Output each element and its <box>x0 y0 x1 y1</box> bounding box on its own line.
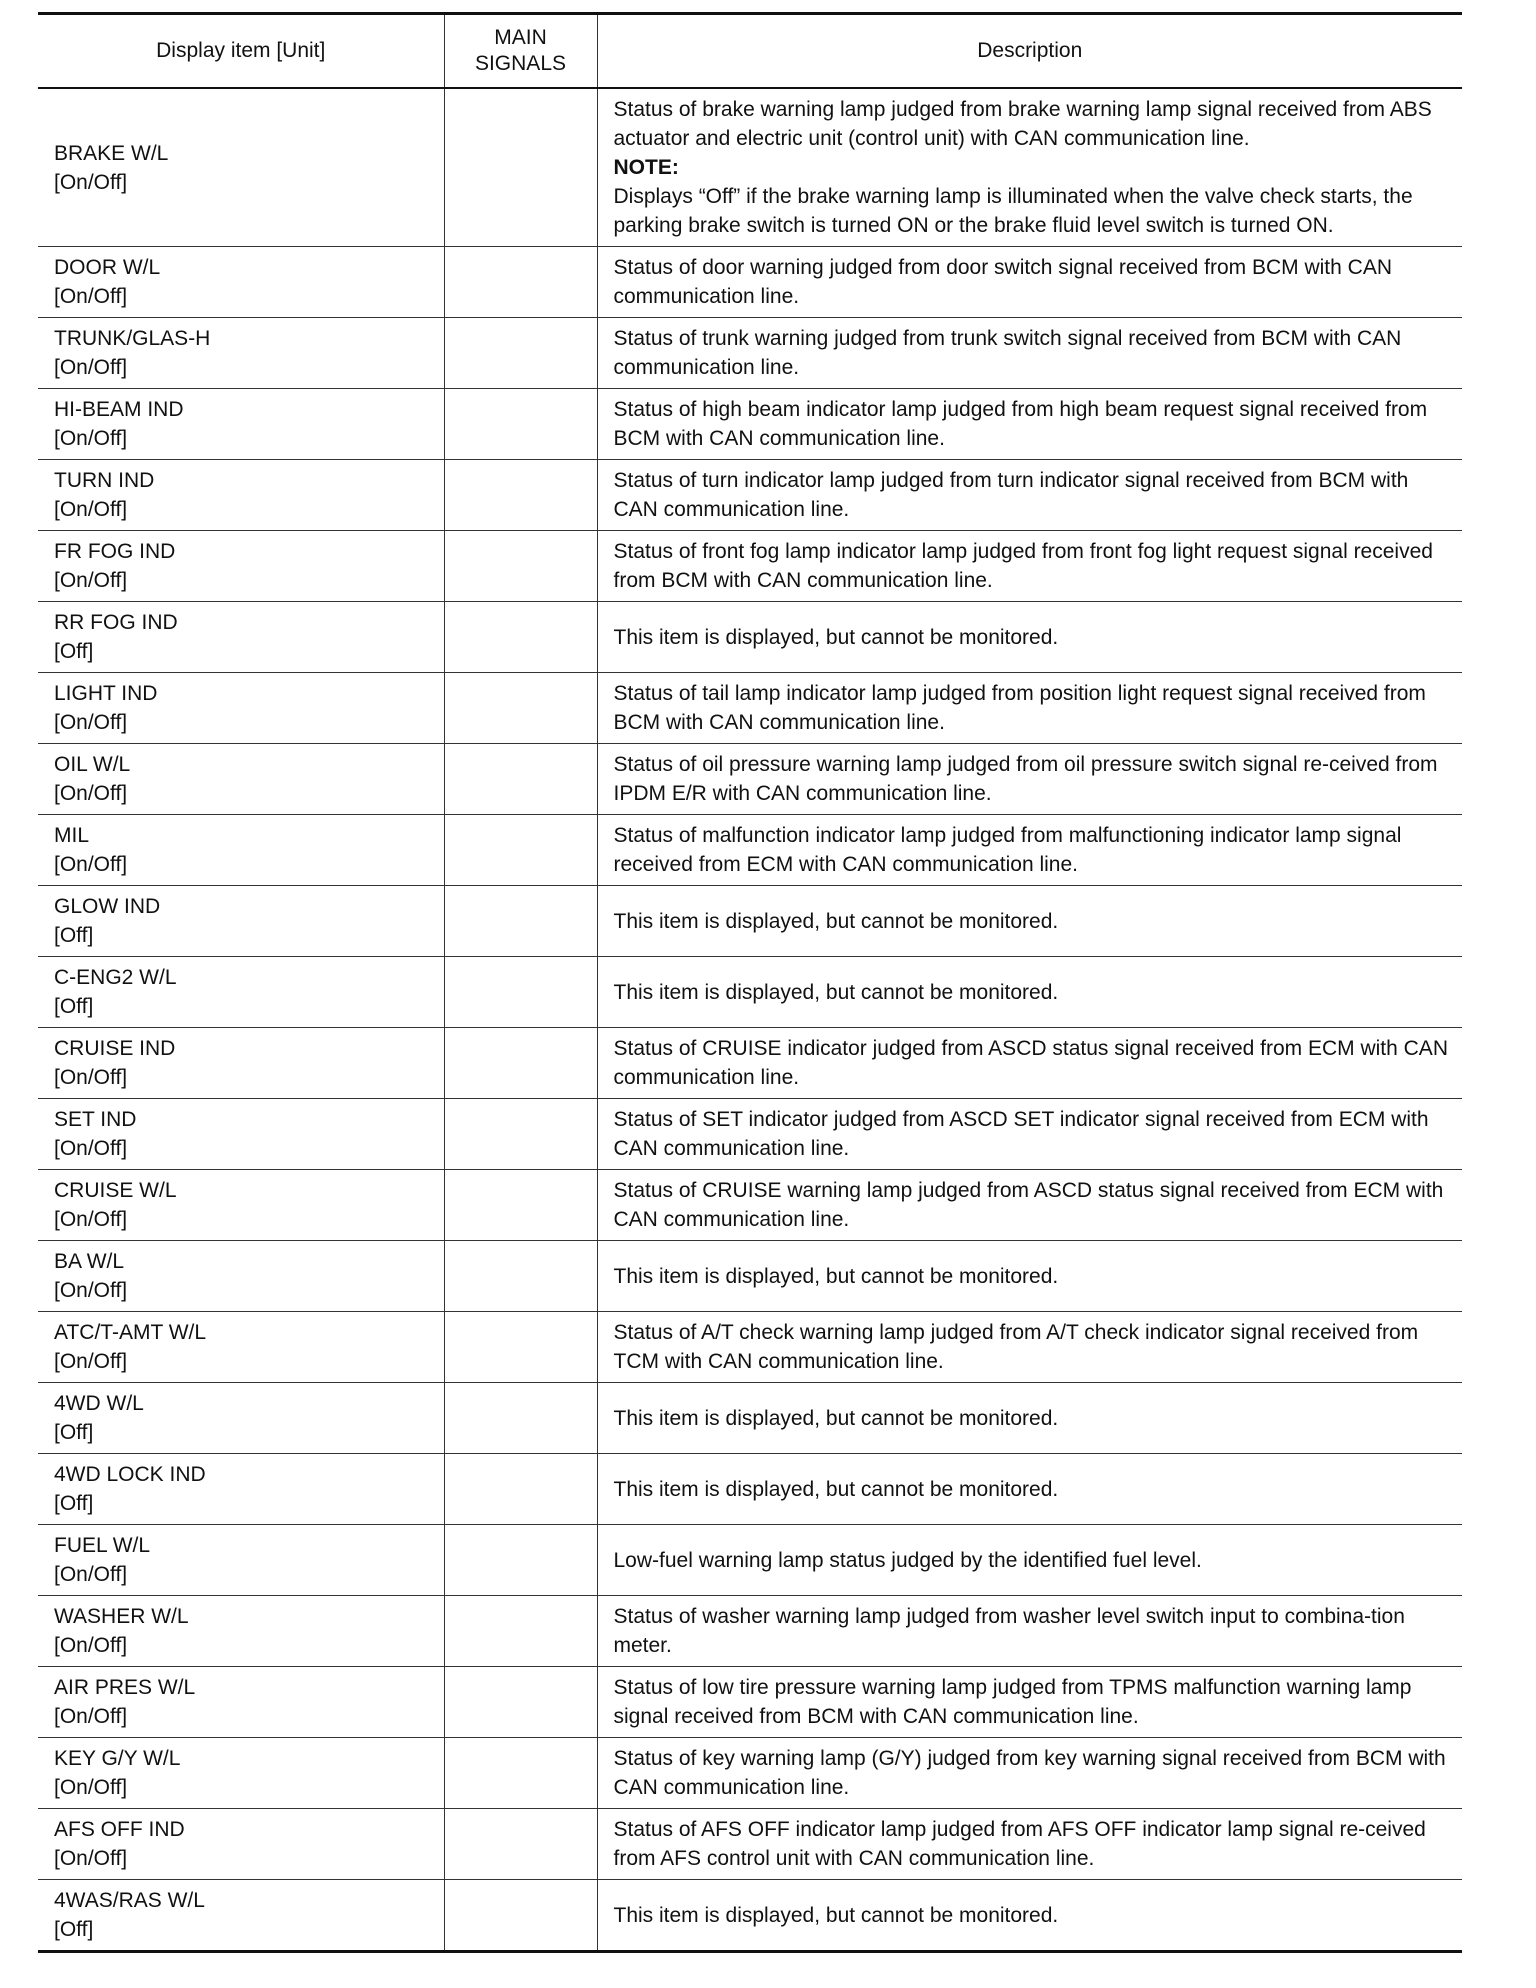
display-item-name: HI-BEAM IND <box>54 398 184 421</box>
description-cell <box>597 247 1462 318</box>
description-cell <box>597 744 1462 815</box>
display-item-unit: [On/Off] <box>54 853 128 876</box>
description-cell <box>597 602 1462 673</box>
data-monitor-table-container <box>38 12 1462 1953</box>
header-description: Description <box>597 14 1462 89</box>
description-text: Status of CRUISE warning lamp judged from ASCD status signal received from ECM with CAN communication line. <box>613 1179 1444 1231</box>
description-cell <box>597 1383 1462 1454</box>
description-text: This item is displayed, but cannot be monitored. <box>613 980 1059 1004</box>
header-main-signals-line2: SIGNALS <box>474 52 567 75</box>
header-main-signals <box>444 14 597 89</box>
description-text: This item is displayed, but cannot be monitored. <box>613 625 1059 649</box>
main-signals-cell <box>444 247 597 318</box>
description-text: Status of oil pressure warning lamp judged from oil pressure switch signal re-ceived from IPDM E/R with CAN communication line. <box>613 753 1438 805</box>
display-item-unit: [Off] <box>54 1492 94 1515</box>
description-text: Status of A/T check warning lamp judged from A/T check indicator signal received from TCM with CAN communication line. <box>613 1321 1419 1373</box>
display-item-unit: [On/Off] <box>54 356 128 379</box>
description-cell <box>597 389 1462 460</box>
display-item-unit: [On/Off] <box>54 1350 128 1373</box>
description-cell <box>597 1738 1462 1809</box>
display-item-unit: [On/Off] <box>54 1634 128 1657</box>
description-cell <box>597 1809 1462 1880</box>
display-item-cell <box>38 1809 444 1880</box>
display-item-cell <box>38 1099 444 1170</box>
display-item-cell <box>38 389 444 460</box>
display-item-cell <box>38 318 444 389</box>
description-cell <box>597 460 1462 531</box>
display-item-name: AIR PRES W/L <box>54 1676 196 1699</box>
main-signals-cell <box>444 389 597 460</box>
display-item-unit: [On/Off] <box>54 1563 128 1586</box>
display-item-name: CRUISE IND <box>54 1037 176 1060</box>
table-row <box>38 318 1462 389</box>
header-row <box>38 14 1462 89</box>
description-text: Status of low tire pressure warning lamp judged from TPMS malfunction warning lamp signal received from BCM with CAN communication line. <box>613 1676 1412 1728</box>
description-cell <box>597 1099 1462 1170</box>
table-body <box>38 88 1462 1952</box>
display-item-cell <box>38 1880 444 1952</box>
display-item-cell <box>38 1667 444 1738</box>
table-row <box>38 957 1462 1028</box>
header-main-signals-line1: MAIN <box>494 26 547 49</box>
main-signals-cell <box>444 1170 597 1241</box>
description-text: Status of AFS OFF indicator lamp judged from AFS OFF indicator lamp signal re-ceived from AFS control unit with CAN communication line. <box>613 1818 1426 1870</box>
display-item-cell <box>38 815 444 886</box>
description-text: This item is displayed, but cannot be monitored. <box>613 1903 1059 1927</box>
table-row <box>38 815 1462 886</box>
main-signals-cell <box>444 1099 597 1170</box>
table-row <box>38 1738 1462 1809</box>
table-row <box>38 673 1462 744</box>
table-row <box>38 1312 1462 1383</box>
display-item-name: 4WAS/RAS W/L <box>54 1889 205 1912</box>
main-signals-cell <box>444 1667 597 1738</box>
main-signals-cell <box>444 1028 597 1099</box>
data-monitor-table <box>38 12 1462 1953</box>
description-text: Status of CRUISE indicator judged from ASCD status signal received from ECM with CAN communication line. <box>613 1037 1448 1089</box>
table-row <box>38 1880 1462 1952</box>
description-cell <box>597 1028 1462 1099</box>
display-item-unit: [On/Off] <box>54 170 128 194</box>
display-item-name: AFS OFF IND <box>54 1818 185 1841</box>
table-row <box>38 460 1462 531</box>
description-cell <box>597 1170 1462 1241</box>
display-item-name: RR FOG IND <box>54 611 178 634</box>
display-item-cell <box>38 1525 444 1596</box>
main-signals-cell <box>444 531 597 602</box>
display-item-cell <box>38 673 444 744</box>
table-header <box>38 14 1462 89</box>
display-item-unit: [On/Off] <box>54 1137 128 1160</box>
table-row <box>38 1028 1462 1099</box>
description-cell <box>597 318 1462 389</box>
description-text: Status of front fog lamp indicator lamp judged from front fog light request signal received from BCM with CAN communication line. <box>613 540 1433 592</box>
main-signals-cell <box>444 957 597 1028</box>
display-item-cell <box>38 1383 444 1454</box>
description-text: Status of SET indicator judged from ASCD SET indicator signal received from ECM with CAN communication line. <box>613 1108 1429 1160</box>
table-row <box>38 1667 1462 1738</box>
description-cell <box>597 957 1462 1028</box>
table-row <box>38 1241 1462 1312</box>
table-row <box>38 744 1462 815</box>
display-item-name: GLOW IND <box>54 895 161 918</box>
display-item-unit: [On/Off] <box>54 711 128 734</box>
display-item-name: BRAKE W/L <box>54 141 169 165</box>
display-item-unit: [On/Off] <box>54 782 128 805</box>
main-signals-cell <box>444 1383 597 1454</box>
description-text: Status of trunk warning judged from trunk switch signal received from BCM with CAN communication line. <box>613 327 1402 379</box>
display-item-name: KEY G/Y W/L <box>54 1747 181 1770</box>
main-signals-cell <box>444 1312 597 1383</box>
display-item-unit: [Off] <box>54 640 94 663</box>
display-item-name: WASHER W/L <box>54 1605 189 1628</box>
display-item-cell <box>38 1596 444 1667</box>
description-cell <box>597 673 1462 744</box>
display-item-cell <box>38 957 444 1028</box>
display-item-unit: [On/Off] <box>54 1705 128 1728</box>
table-row <box>38 88 1462 247</box>
table-row <box>38 1170 1462 1241</box>
main-signals-cell <box>444 673 597 744</box>
display-item-unit: [On/Off] <box>54 498 128 521</box>
display-item-name: MIL <box>54 824 90 847</box>
display-item-unit: [On/Off] <box>54 427 128 450</box>
display-item-unit: [Off] <box>54 1421 94 1444</box>
display-item-unit: [On/Off] <box>54 1847 128 1870</box>
description-cell <box>597 1596 1462 1667</box>
description-text: This item is displayed, but cannot be monitored. <box>613 1406 1059 1430</box>
display-item-name: DOOR W/L <box>54 256 161 279</box>
display-item-name: CRUISE W/L <box>54 1179 177 1202</box>
display-item-cell <box>38 460 444 531</box>
display-item-unit: [On/Off] <box>54 1776 128 1799</box>
display-item-cell <box>38 1738 444 1809</box>
display-item-name: SET IND <box>54 1108 137 1131</box>
table-row <box>38 531 1462 602</box>
main-signals-cell <box>444 1241 597 1312</box>
description-cell <box>597 1880 1462 1952</box>
table-row <box>38 247 1462 318</box>
display-item-name: TURN IND <box>54 469 155 492</box>
display-item-unit: [Off] <box>54 1918 94 1941</box>
display-item-name: TRUNK/GLAS-H <box>54 327 211 350</box>
display-item-unit: [On/Off] <box>54 285 128 308</box>
display-item-unit: [On/Off] <box>54 569 128 592</box>
main-signals-cell <box>444 1596 597 1667</box>
display-item-cell <box>38 1241 444 1312</box>
main-signals-cell <box>444 815 597 886</box>
main-signals-cell <box>444 1525 597 1596</box>
description-cell <box>597 1312 1462 1383</box>
main-signals-cell <box>444 1809 597 1880</box>
main-signals-cell <box>444 1738 597 1809</box>
display-item-name: C-ENG2 W/L <box>54 966 177 989</box>
display-item-unit: [On/Off] <box>54 1208 128 1231</box>
description-text: This item is displayed, but cannot be monitored. <box>613 909 1059 933</box>
display-item-name: OIL W/L <box>54 753 131 776</box>
description-text: Status of tail lamp indicator lamp judged from position light request signal received from BCM with CAN communication line. <box>613 682 1426 734</box>
display-item-cell <box>38 744 444 815</box>
description-text: Status of high beam indicator lamp judged from high beam request signal received from BCM with CAN communication line. <box>613 398 1428 450</box>
description-text: This item is displayed, but cannot be monitored. <box>613 1264 1059 1288</box>
display-item-cell <box>38 1312 444 1383</box>
table-row <box>38 1383 1462 1454</box>
display-item-cell <box>38 886 444 957</box>
description-text: Status of key warning lamp (G/Y) judged from key warning signal received from BCM with CAN communication line. <box>613 1747 1446 1799</box>
description-cell <box>597 1525 1462 1596</box>
note-text: Displays “Off” if the brake warning lamp is illuminated when the valve check starts, the parking brake switch is turned ON or the brake fluid level switch is turned ON. <box>613 185 1413 237</box>
display-item-name: 4WD LOCK IND <box>54 1463 206 1486</box>
description-text: Status of brake warning lamp judged from brake warning lamp signal received from ABS actuator and electric unit (control unit) with CAN communication line. <box>613 98 1432 150</box>
display-item-unit: [On/Off] <box>54 1279 128 1302</box>
display-item-name: 4WD W/L <box>54 1392 144 1415</box>
display-item-name: FR FOG IND <box>54 540 176 563</box>
description-text: Low-fuel warning lamp status judged by the identified fuel level. <box>613 1548 1202 1572</box>
description-cell <box>597 1241 1462 1312</box>
description-text: This item is displayed, but cannot be monitored. <box>613 1477 1059 1501</box>
main-signals-cell <box>444 88 597 247</box>
table-row <box>38 1525 1462 1596</box>
description-text: Status of door warning judged from door switch signal received from BCM with CAN communication line. <box>613 256 1392 308</box>
display-item-cell <box>38 247 444 318</box>
description-cell <box>597 815 1462 886</box>
main-signals-cell <box>444 602 597 673</box>
display-item-unit: [Off] <box>54 924 94 947</box>
header-display-item: Display item [Unit] <box>38 14 444 89</box>
display-item-cell <box>38 1028 444 1099</box>
table-row <box>38 1454 1462 1525</box>
table-row <box>38 886 1462 957</box>
main-signals-cell <box>444 1454 597 1525</box>
main-signals-cell <box>444 318 597 389</box>
display-item-name: LIGHT IND <box>54 682 158 705</box>
description-cell <box>597 1667 1462 1738</box>
display-item-unit: [Off] <box>54 995 94 1018</box>
description-cell <box>597 531 1462 602</box>
table-row <box>38 389 1462 460</box>
display-item-cell <box>38 1454 444 1525</box>
display-item-cell <box>38 602 444 673</box>
table-row <box>38 602 1462 673</box>
table-row <box>38 1596 1462 1667</box>
description-cell <box>597 88 1462 247</box>
display-item-name: FUEL W/L <box>54 1534 151 1557</box>
description-cell <box>597 886 1462 957</box>
main-signals-cell <box>444 460 597 531</box>
display-item-name: BA W/L <box>54 1250 125 1273</box>
description-text: Status of washer warning lamp judged from washer level switch input to combina-tion meter. <box>613 1605 1405 1657</box>
table-row <box>38 1809 1462 1880</box>
table-row <box>38 1099 1462 1170</box>
display-item-cell <box>38 1170 444 1241</box>
main-signals-cell <box>444 1880 597 1952</box>
display-item-cell <box>38 88 444 247</box>
main-signals-cell <box>444 744 597 815</box>
main-signals-cell <box>444 886 597 957</box>
display-item-name: ATC/T-AMT W/L <box>54 1321 207 1344</box>
description-text: Status of turn indicator lamp judged from turn indicator signal received from BCM with CAN communication line. <box>613 469 1409 521</box>
description-text: Status of malfunction indicator lamp judged from malfunctioning indicator lamp signal received from ECM with CAN communication line. <box>613 824 1402 876</box>
note-label: NOTE: <box>613 156 679 179</box>
display-item-unit: [On/Off] <box>54 1066 128 1089</box>
display-item-cell <box>38 531 444 602</box>
description-cell <box>597 1454 1462 1525</box>
